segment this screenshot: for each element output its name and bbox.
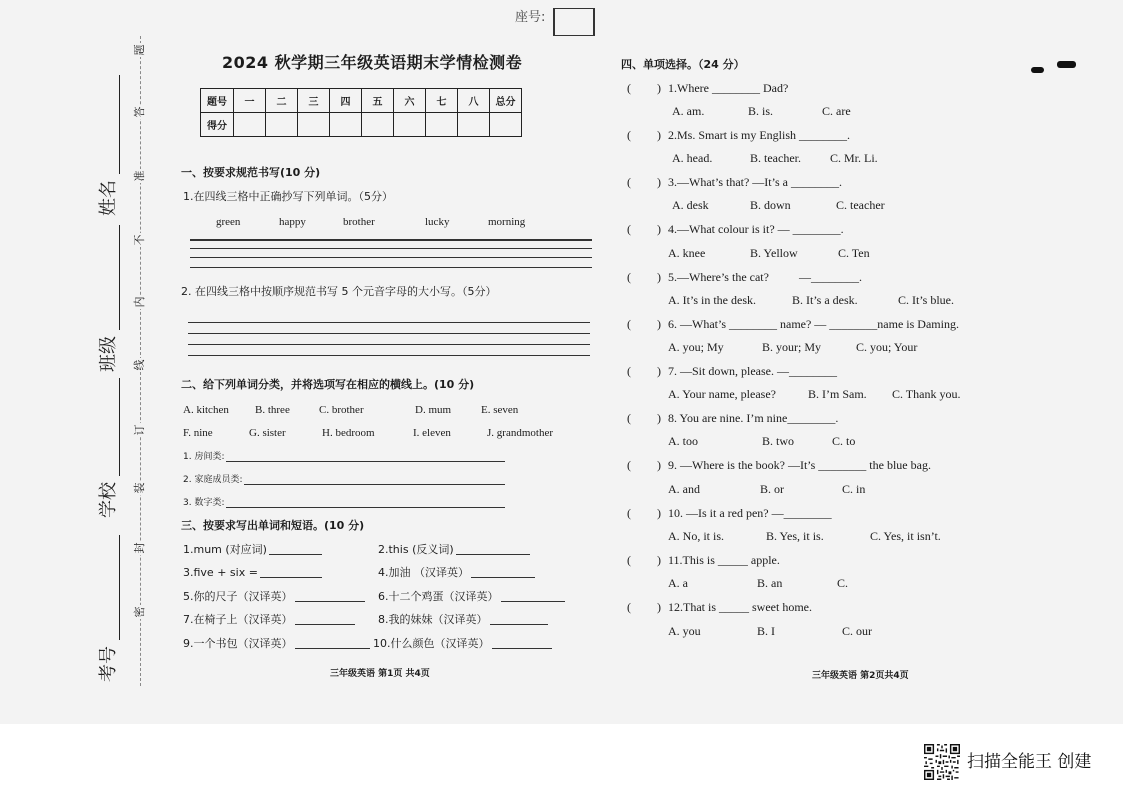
fill-item <box>378 589 565 605</box>
score-table-score-row <box>201 113 522 137</box>
fill-item-label: 7.在椅子上（汉译英） <box>183 613 293 626</box>
word-option: J. grandmother <box>487 427 553 439</box>
choice-option: B. your; My <box>762 340 822 354</box>
choice-option: C. in <box>842 482 866 496</box>
score-table-header-label: 题号 <box>201 89 234 113</box>
answer-line <box>295 601 366 602</box>
answer-bracket-open: ( <box>627 411 631 425</box>
answer-bracket-open: ( <box>627 317 631 331</box>
fill-item-label: 6.十二个鸡蛋（汉译英） <box>378 590 499 603</box>
answer-line <box>295 648 371 649</box>
answer-bracket-close: ) <box>657 81 661 95</box>
choice-option: A. too <box>668 434 698 448</box>
copy-word: morning <box>488 216 526 228</box>
score-cell <box>298 113 330 137</box>
question-stem: 10. —Is it a red pen? —________ <box>668 506 832 520</box>
word-option: E. seven <box>481 404 519 416</box>
score-table-column: 八 <box>458 89 490 113</box>
fill-item <box>183 565 322 581</box>
choice-option: B. or <box>760 482 784 496</box>
question-stem: 4.—What colour is it? — ________. <box>668 222 844 236</box>
answer-bracket-close: ) <box>657 317 661 331</box>
answer-line <box>456 554 530 555</box>
score-table-column: 五 <box>362 89 394 113</box>
fill-item-label: 3.five + six = <box>183 566 258 579</box>
answer-bracket-open: ( <box>627 222 631 236</box>
scanner-watermark: 扫描全能王 创建 <box>967 752 1092 772</box>
four-line-grid-line <box>188 333 590 334</box>
question-stem: 5.—Where’s the cat? —________. <box>668 270 862 284</box>
question-stem: 1.Where ________ Dad? <box>668 81 789 95</box>
score-cell <box>394 113 426 137</box>
school-label: 学校 <box>98 482 119 518</box>
seal-char: 题 <box>133 44 146 56</box>
answer-line <box>492 648 553 649</box>
score-table-column: 四 <box>330 89 362 113</box>
answer-line <box>244 484 505 485</box>
seal-char: 准 <box>133 170 146 182</box>
word-option: D. mum <box>415 404 452 416</box>
choice-option: A. Your name, please? <box>668 387 776 401</box>
word-option: C. brother <box>319 404 364 416</box>
choice-option: B. is. <box>748 104 774 118</box>
fill-item-label: 5.你的尺子（汉译英） <box>183 590 293 603</box>
score-cell <box>362 113 394 137</box>
fill-item <box>183 636 370 652</box>
choice-option: C. are <box>822 104 851 118</box>
section1-heading: 一、按要求规范书写(10 分) <box>181 166 321 179</box>
exam-number-line <box>97 535 120 640</box>
score-table-column: 二 <box>266 89 298 113</box>
choice-option: C. Ten <box>838 246 870 260</box>
word-option: A. kitchen <box>183 404 229 416</box>
score-table-column: 六 <box>394 89 426 113</box>
answer-bracket-open: ( <box>627 128 631 142</box>
qr-code-icon <box>924 744 960 780</box>
seat-box <box>553 8 595 36</box>
question-stem: 11.This is _____ apple. <box>668 553 780 567</box>
choice-option: A. a <box>668 576 688 590</box>
choice-option: B. Yes, it is. <box>766 529 824 543</box>
seal-char: 答 <box>133 106 146 118</box>
page-footer-right: 三年级英语 第2页共4页 <box>812 671 909 681</box>
word-option: G. sister <box>249 427 286 439</box>
answer-bracket-close: ) <box>657 222 661 236</box>
four-line-grid-line <box>190 267 592 268</box>
choice-option: A. head. <box>672 151 713 165</box>
answer-line <box>269 554 322 555</box>
fill-item <box>378 612 548 628</box>
answer-bracket-open: ( <box>627 81 631 95</box>
choice-option: C. Thank you. <box>892 387 961 401</box>
choice-option: B. I’m Sam. <box>808 387 867 401</box>
seat-label: 座号: <box>515 10 546 25</box>
fill-item-label: 2.this (反义词) <box>378 543 454 556</box>
answer-line <box>295 624 356 625</box>
answer-bracket-close: ) <box>657 458 661 472</box>
four-line-grid-line <box>190 257 592 258</box>
section2-heading: 二、给下列单词分类，并将选项写在相应的横线上。(10 分) <box>181 378 475 391</box>
choice-option: A. you; My <box>668 340 724 354</box>
answer-bracket-close: ) <box>657 600 661 614</box>
four-line-grid-line <box>190 248 592 249</box>
question-stem: 12.That is _____ sweet home. <box>668 600 812 614</box>
scan-mark <box>1031 67 1044 73</box>
fill-item-label: 9.一个书包（汉译英） <box>183 637 293 650</box>
question-stem: 2.Ms. Smart is my English ________. <box>668 128 851 142</box>
score-cell <box>490 113 522 137</box>
answer-bracket-close: ) <box>657 270 661 284</box>
answer-bracket-open: ( <box>627 600 631 614</box>
class-line <box>97 225 120 330</box>
answer-bracket-open: ( <box>627 458 631 472</box>
fill-item <box>373 636 552 652</box>
class-label: 班级 <box>98 336 119 372</box>
answer-bracket-open: ( <box>627 553 631 567</box>
name-label: 姓名 <box>98 180 119 216</box>
choice-option: C. Yes, it isn’t. <box>870 529 941 543</box>
question-stem: 7. —Sit down, please. —________ <box>668 364 837 378</box>
four-line-grid-line <box>190 239 592 241</box>
fill-item <box>378 542 530 558</box>
copy-word: green <box>216 216 241 228</box>
seal-char: 订 <box>133 424 146 436</box>
score-table-column: 总分 <box>490 89 522 113</box>
four-line-grid-line <box>188 355 590 356</box>
word-option: H. bedroom <box>322 427 375 439</box>
answer-line <box>471 577 535 578</box>
category-label: 2. 家庭成员类: <box>183 475 243 485</box>
choice-option: C. It’s blue. <box>898 293 954 307</box>
choice-option: A. and <box>668 482 700 496</box>
category-label: 3. 数字类: <box>183 498 225 508</box>
question-stem: 6. —What’s ________ name? — ________name is Daming. <box>668 317 959 331</box>
choice-option: B. two <box>762 434 795 448</box>
choice-option: C. <box>837 576 849 590</box>
choice-option: B. down <box>750 198 791 212</box>
answer-bracket-open: ( <box>627 364 631 378</box>
scan-mark <box>1057 61 1076 68</box>
choice-option: B. an <box>757 576 783 590</box>
answer-bracket-close: ) <box>657 411 661 425</box>
choice-option: C. teacher <box>836 198 885 212</box>
fill-item <box>378 565 535 581</box>
choice-option: C. you; Your <box>856 340 918 354</box>
question-stem: 9. —Where is the book? —It’s ________ the blue bag. <box>668 458 931 472</box>
fill-item <box>183 612 355 628</box>
choice-option: B. teacher. <box>750 151 801 165</box>
fill-item-label: 1.mum (对应词) <box>183 543 267 556</box>
page-title: 2024 秋学期三年级英语期末学情检测卷 <box>222 53 523 72</box>
fill-item <box>183 589 365 605</box>
seal-char: 内 <box>133 296 146 308</box>
score-table-column: 三 <box>298 89 330 113</box>
choice-option: A. It’s in the desk. <box>668 293 756 307</box>
section3-heading: 三、按要求写出单词和短语。(10 分) <box>181 519 365 532</box>
score-table-column: 一 <box>234 89 266 113</box>
seal-char: 装 <box>133 482 146 494</box>
copy-word: happy <box>279 216 306 228</box>
score-cell <box>234 113 266 137</box>
answer-bracket-open: ( <box>627 270 631 284</box>
score-table-header-row <box>201 89 522 113</box>
seal-char: 密 <box>133 606 146 618</box>
choice-option: B. I <box>757 624 775 638</box>
choice-option: B. It’s a desk. <box>792 293 858 307</box>
copy-word: lucky <box>425 216 450 228</box>
score-cell <box>330 113 362 137</box>
choice-option: A. desk <box>672 198 709 212</box>
word-option: F. nine <box>183 427 213 439</box>
answer-bracket-close: ) <box>657 364 661 378</box>
category-row <box>183 495 505 511</box>
exam-number-label: 考号 <box>98 646 119 682</box>
choice-option: A. knee <box>668 246 706 260</box>
fill-item-label: 4.加油 （汉译英） <box>378 566 469 579</box>
answer-line <box>226 507 505 508</box>
word-option: B. three <box>255 404 290 416</box>
answer-bracket-open: ( <box>627 506 631 520</box>
exam-number-field <box>96 535 120 682</box>
question-stem: 8. You are nine. I’m nine________. <box>668 411 839 425</box>
page-footer-left: 三年级英语 第1页 共4页 <box>330 669 430 679</box>
choice-option: C. our <box>842 624 872 638</box>
answer-line <box>226 461 505 462</box>
answer-bracket-close: ) <box>657 506 661 520</box>
score-table <box>200 88 522 137</box>
choice-option: C. to <box>832 434 856 448</box>
score-cell <box>426 113 458 137</box>
score-table-column: 七 <box>426 89 458 113</box>
name-field <box>96 75 120 216</box>
seal-char: 封 <box>133 542 146 554</box>
fill-item <box>183 542 322 558</box>
fill-item-label: 8.我的妹妹（汉译英） <box>378 613 488 626</box>
word-option: I. eleven <box>413 427 451 439</box>
answer-bracket-close: ) <box>657 128 661 142</box>
answer-line <box>490 624 549 625</box>
category-label: 1. 房间类: <box>183 452 225 462</box>
section1-q2: 2. 在四线三格中按顺序规范书写 5 个元音字母的大小写。（5分） <box>181 285 497 298</box>
choice-option: A. No, it is. <box>668 529 725 543</box>
school-field <box>96 378 120 518</box>
section4-heading: 四、单项选择。（24 分） <box>621 58 745 71</box>
category-row <box>183 472 505 488</box>
choice-option: C. Mr. Li. <box>830 151 878 165</box>
choice-option: A. you <box>668 624 701 638</box>
copy-word: brother <box>343 216 375 228</box>
answer-line <box>260 577 322 578</box>
choice-option: B. Yellow <box>750 246 798 260</box>
question-stem: 3.—What’s that? —It’s a ________. <box>668 175 842 189</box>
score-table-score-label: 得分 <box>201 113 234 137</box>
choice-option: A. am. <box>672 104 705 118</box>
answer-bracket-open: ( <box>627 175 631 189</box>
section1-q1: 1.在四线三格中正确抄写下列单词。（5分） <box>183 190 393 203</box>
answer-line <box>501 601 566 602</box>
four-line-grid-line <box>188 344 590 345</box>
four-line-grid-line <box>188 322 590 323</box>
score-cell <box>458 113 490 137</box>
seal-char: 不 <box>133 234 146 246</box>
score-cell <box>266 113 298 137</box>
answer-bracket-close: ) <box>657 553 661 567</box>
school-line <box>97 378 120 476</box>
name-line <box>97 75 120 174</box>
class-field <box>96 225 120 372</box>
category-row <box>183 449 505 465</box>
answer-bracket-close: ) <box>657 175 661 189</box>
fill-item-label: 10.什么颜色（汉译英） <box>373 637 490 650</box>
seal-char: 线 <box>133 359 146 371</box>
